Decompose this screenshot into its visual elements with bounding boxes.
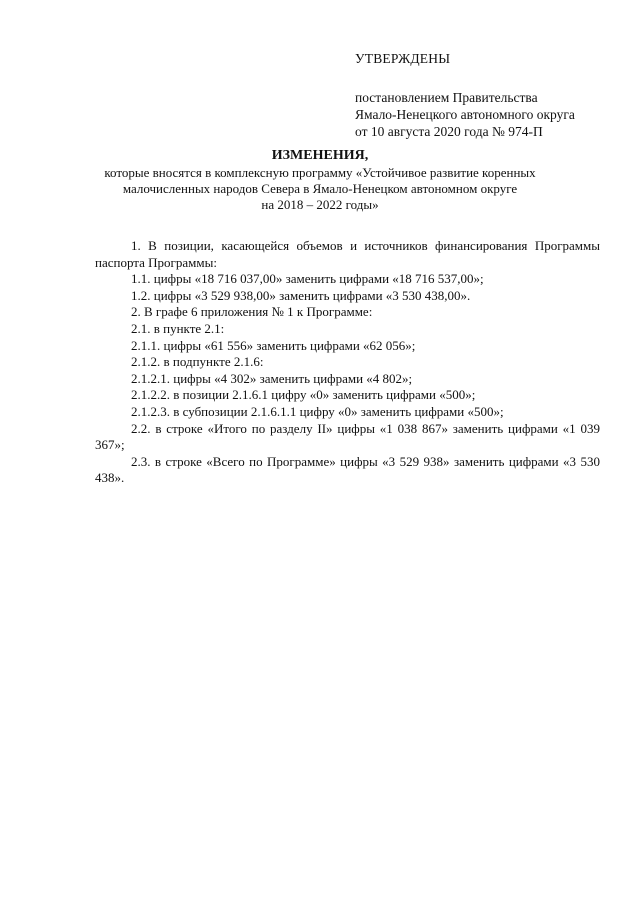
approval-line: от 10 августа 2020 года № 974-П bbox=[355, 124, 543, 139]
list-item: 2.1.1. цифры «61 556» заменить цифрами «62 056»; bbox=[131, 337, 416, 353]
title-line: которые вносятся в комплексную программу «Устойчивое развитие коренных bbox=[104, 165, 536, 180]
approval-line: постановлением Правительства bbox=[355, 90, 538, 105]
list-item: 2.1.2.2. в позиции 2.1.6.1 цифру «0» заменить цифрами «500»; bbox=[131, 387, 476, 403]
list-item: 2.1.2. в подпункте 2.1.6: bbox=[131, 354, 264, 370]
list-item: 2. В графе 6 приложения № 1 к Программе: bbox=[131, 304, 373, 320]
list-item: 2.1.2.3. в субпозиции 2.1.6.1.1 цифру «0» заменить цифрами «500»; bbox=[131, 403, 504, 419]
title-line: на 2018 – 2022 годы» bbox=[261, 197, 379, 212]
document-body bbox=[95, 238, 600, 487]
approval-block bbox=[355, 50, 625, 140]
approval-line: Ямало-Ненецкого автономного округа bbox=[355, 107, 575, 122]
list-item: 2.2. в строке «Итого по разделу II» цифры «1 038 867» заменить цифрами «1 039 367»; bbox=[95, 420, 600, 453]
list-item: 2.3. в строке «Всего по Программе» цифры «3 529 938» заменить цифрами «3 530 438». bbox=[95, 453, 600, 486]
list-item: 1. В позиции, касающейся объемов и источников финансирования Программы паспорта Программы: bbox=[95, 238, 600, 270]
title-line: малочисленных народов Севера в Ямало-Ненецком автономном округе bbox=[122, 181, 518, 196]
document-title bbox=[80, 148, 560, 213]
approval-stamp: УТВЕРЖДЕНЫ bbox=[355, 51, 451, 66]
list-item: 1.2. цифры «3 529 938,00» заменить цифрами «3 530 438,00». bbox=[131, 287, 471, 303]
list-item: 1.1. цифры «18 716 037,00» заменить цифрами «18 716 537,00»; bbox=[131, 271, 484, 287]
list-item: 2.1. в пункте 2.1: bbox=[131, 320, 225, 336]
list-item: 2.1.2.1. цифры «4 302» заменить цифрами «4 802»; bbox=[131, 370, 413, 386]
title-heading: ИЗМЕНЕНИЯ, bbox=[271, 148, 369, 163]
